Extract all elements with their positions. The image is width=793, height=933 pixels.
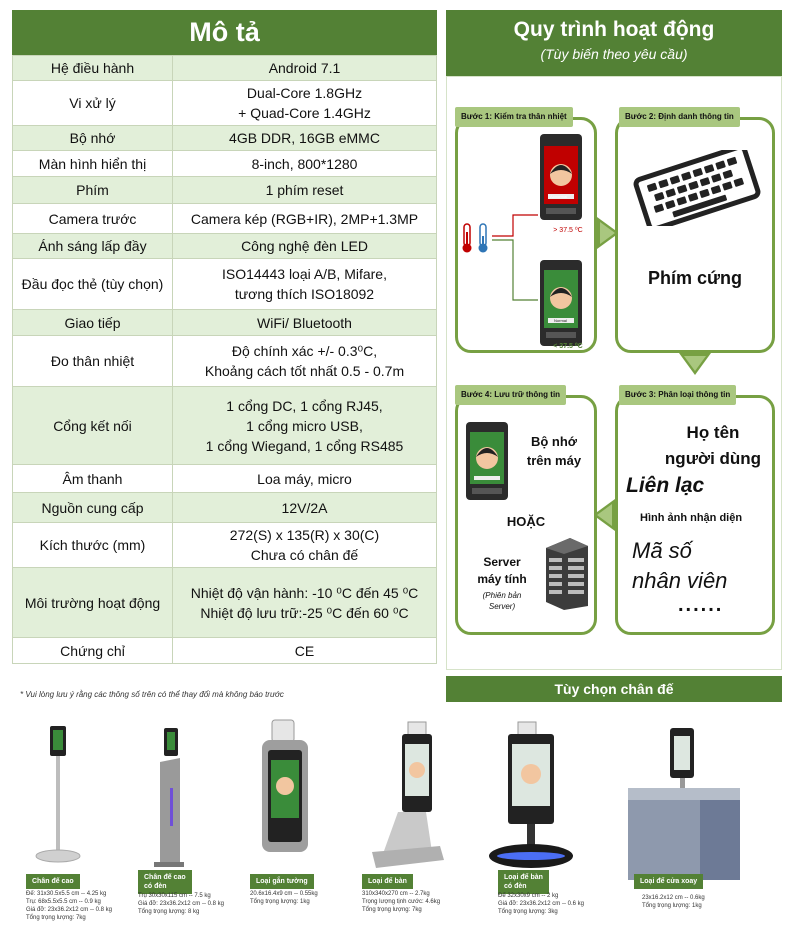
- spec-label: Kích thước (mm): [13, 523, 173, 568]
- stand-options-title: Tùy chọn chân đế: [446, 676, 782, 702]
- turnstile-stand-image: [628, 728, 740, 880]
- tall-stand-light-image: [154, 728, 184, 867]
- spec-label: Bộ nhớ: [13, 126, 173, 151]
- spec-label: Môi trường hoạt động: [13, 568, 173, 638]
- spec-value: 12V/2A: [173, 493, 437, 523]
- stand-label: Chân đế cao: [26, 874, 80, 889]
- svg-text:Normal: Normal: [554, 318, 567, 323]
- desk-stand-light-image: [489, 722, 573, 868]
- svg-text:Abnormal: Abnormal: [550, 194, 568, 199]
- info-face: Hình ảnh nhận diện: [640, 512, 743, 524]
- spec-label: Nguồn cung cấp: [13, 493, 173, 523]
- spec-row: [13, 126, 437, 151]
- spec-row: [13, 204, 437, 234]
- stand-images: [0, 712, 793, 882]
- spec-row: [13, 177, 437, 204]
- spec-value: 4GB DDR, 16GB eMMC: [173, 126, 437, 151]
- spec-row: [13, 387, 437, 465]
- process-header: [446, 10, 782, 76]
- info-contact: Liên lạc: [626, 474, 705, 497]
- spec-value: 8-inch, 800*1280: [173, 151, 437, 177]
- info-id: Mã số nhân viên: [632, 538, 728, 593]
- spec-label: Giao tiếp: [13, 310, 173, 336]
- stand-label: Loại để bàn: [362, 874, 413, 889]
- spec-label: Đầu đọc thẻ (tùy chọn): [13, 259, 173, 310]
- step1-box: [455, 117, 597, 353]
- spec-value: Độ chính xác +/- 0.3⁰C, Khoảng cách tốt nhất 0.5 - 0.7m: [173, 336, 437, 387]
- stand-spec: 20.6x16.4x9 cm -- 0.55kg Tổng trọng lượng: 1kg: [250, 891, 318, 905]
- process-area: [446, 76, 782, 670]
- spec-value: CE: [173, 638, 437, 664]
- arrow-down-icon: [679, 353, 711, 375]
- spec-row: [13, 465, 437, 493]
- step4-label: Bước 4: Lưu trữ thông tin: [455, 385, 566, 405]
- spec-label: Camera trước: [13, 204, 173, 234]
- spec-value: WiFi/ Bluetooth: [173, 310, 437, 336]
- stand-spec: Đế: 31x30.5x5.5 cm -- 4.25 kg Trụ: 68x5.5x5.5 cm -- 0.9 kg Giá đỡ: 23x36.2x12 cm -- 0.8 kg Tổng trọng lượng: 7kg: [26, 891, 112, 921]
- keyboard-label: Phím cứng: [647, 268, 743, 288]
- spec-row: [13, 568, 437, 638]
- tall-stand-image: [36, 726, 80, 862]
- spec-value: Camera kép (RGB+IR), 2MP+1.3MP: [173, 204, 437, 234]
- process-subtitle: (Tùy biến theo yêu cầu): [540, 46, 688, 62]
- device-icon: [464, 420, 512, 504]
- spec-value: Công nghệ đèn LED: [173, 234, 437, 259]
- spec-label: Đo thân nhiệt: [13, 336, 173, 387]
- server-icon: [540, 536, 592, 612]
- spec-row: [13, 310, 437, 336]
- spec-label: Màn hình hiển thị: [13, 151, 173, 177]
- stand-spec: Trụ 30x30x115 cm -- 7.5 kg Giá đỡ: 23x36.2x12 cm -- 0.8 kg Tổng trọng lượng: 8 kg: [138, 893, 224, 915]
- keyboard-icon: [632, 150, 762, 226]
- spec-label: Phím: [13, 177, 173, 204]
- spec-row: [13, 56, 437, 81]
- process-title: Quy trình hoạt động: [513, 18, 715, 41]
- stand-spec: 310x340x270 cm -- 2.7kg Trọng lượng tịnh cước: 4.6kg Tổng trọng lượng: 7kg: [362, 891, 441, 913]
- spec-row: [13, 81, 437, 126]
- spec-row: [13, 151, 437, 177]
- info-name: Họ tên người dùng: [664, 423, 762, 468]
- stand-label: Loại để cửa xoay: [634, 874, 703, 889]
- spec-label: Cổng kết nối: [13, 387, 173, 465]
- spec-label: Ánh sáng lấp đầy: [13, 234, 173, 259]
- thermometer-icon: [463, 224, 488, 253]
- spec-row: [13, 493, 437, 523]
- spec-label: Âm thanh: [13, 465, 173, 493]
- spec-value: Android 7.1: [173, 56, 437, 81]
- storage-or: HOẶC: [506, 514, 546, 529]
- stand-spec: Đế 32x30x9 cm -- 2 kg Giá đỡ: 23x36.2x12 cm -- 0.6 kg Tổng trọng lượng: 3kg: [498, 893, 584, 915]
- spec-label: Vi xử lý: [13, 81, 173, 126]
- spec-value: Loa máy, micro: [173, 465, 437, 493]
- spec-value: 1 phím reset: [173, 177, 437, 204]
- stand-spec: 23x16.2x12 cm -- 0.6kg Tổng trọng lượng: 1kg: [642, 895, 705, 909]
- temp-low-label: < 37.5 ⁰C: [553, 343, 583, 350]
- spec-row: [13, 638, 437, 664]
- desk-stand-image: [372, 722, 444, 868]
- spec-value: 1 cổng DC, 1 cổng RJ45, 1 cổng micro USB, 1 cổng Wiegand, 1 cổng RS485: [173, 387, 437, 465]
- stand-label: Loại để bàn có đèn: [498, 870, 549, 894]
- temperature-check-illustration: [458, 120, 594, 350]
- step3-label: Bước 3: Phân loại thông tin: [619, 385, 736, 405]
- spec-value: ISO14443 loại A/B, Mifare, tương thích ISO18092: [173, 259, 437, 310]
- spec-label: Hệ điều hành: [13, 56, 173, 81]
- spec-table: [12, 55, 437, 664]
- step2-label: Bước 2: Định danh thông tin: [619, 107, 740, 127]
- wall-mount-image: [262, 720, 308, 852]
- spec-row: [13, 336, 437, 387]
- step1-label: Bước 1: Kiểm tra thân nhiệt: [455, 107, 573, 127]
- spec-row: [13, 259, 437, 310]
- stand-label: Loại gắn tường: [250, 874, 314, 889]
- spec-row: [13, 234, 437, 259]
- spec-row: [13, 523, 437, 568]
- spec-value: Dual-Core 1.8GHz + Quad-Core 1.4GHz: [173, 81, 437, 126]
- spec-value: Nhiệt độ vận hành: -10 ⁰C đến 45 ⁰C Nhiệt độ lưu trữ:-25 ⁰C đến 60 ⁰C: [173, 568, 437, 638]
- step3-box: [615, 395, 775, 635]
- storage-server-label: Server máy tính: [477, 555, 527, 586]
- spec-label: Chứng chỉ: [13, 638, 173, 664]
- spec-note: * Vui lòng lưu ý rằng các thông số trên có thể thay đổi mà không báo trước: [20, 690, 284, 699]
- info-more: ......: [678, 594, 724, 616]
- step2-box: [615, 117, 775, 353]
- storage-server-note: (Phiên bản Server): [482, 591, 522, 611]
- temp-high-label: > 37.5 ⁰C: [553, 227, 583, 234]
- spec-value: 272(S) x 135(R) x 30(C) Chưa có chân đế: [173, 523, 437, 568]
- storage-device-label: Bộ nhớ trên máy: [526, 434, 582, 468]
- stand-label: Chân đế cao có đèn: [138, 870, 192, 894]
- spec-title: Mô tả: [12, 10, 437, 55]
- step4-box: [455, 395, 597, 635]
